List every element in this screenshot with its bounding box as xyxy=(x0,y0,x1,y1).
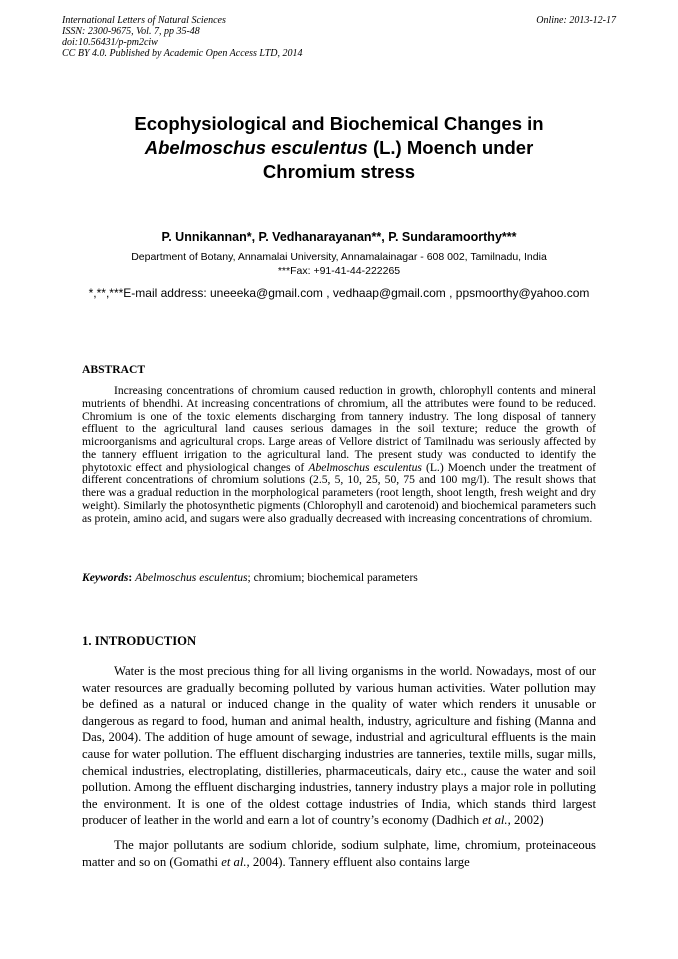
abstract-heading: ABSTRACT xyxy=(82,363,146,376)
title-line-2-rest: (L.) Moench under xyxy=(367,137,534,158)
introduction-paragraph-1 xyxy=(82,663,596,829)
keywords-rest: ; chromium; biochemical parameters xyxy=(247,571,418,584)
abstract-species: Abelmoschus esculentus xyxy=(308,460,422,474)
fax-line: ***Fax: +91-41-44-222265 xyxy=(277,265,401,277)
author-list: P. Unnikannan*, P. Vedhanarayanan**, P. Sundaramoorthy*** xyxy=(161,230,517,244)
title-line-1: Ecophysiological and Biochemical Changes in xyxy=(134,113,544,134)
keywords-line xyxy=(82,571,418,584)
title-line-3: Chromium stress xyxy=(262,161,416,182)
intro-p2-part-2: 2004). Tannery effluent also contains large xyxy=(249,854,470,869)
doi-line: doi:10.56431/p-pm2ciw xyxy=(62,37,158,48)
abstract-text-part-2: (L.) Moench under the treatment of different concentrations of chromium solutions (2.5, 5, 10, 25, 50, 75 and 100 mg/l). The result shows that there was a gradual reduction in the morphological parameters (root length, shoot length, fresh weight and dry weight). Similarly the photosynthetic pigments (Chlorophyll and carotenoid) and biochemical parameters such as protein, amino acid, and sugars were also gradually decreased with increasing concentrations of chromium. xyxy=(82,460,597,525)
intro-p1-part-1: Water is the most precious thing for all living organisms in the world. Nowadays, most of our water resources are gradually becoming polluted by various human activities. Water pollution may be defined as a natural or induced change in the quality of water which renders it unusable or dangerous as regard to food, human and animal health, industry, agriculture and fishing (Manna and Das, 2004). The addition of huge amount of sewage, industrial and agricultural effluents is the main cause for water pollution. The effluent discharging industries are tanneries, textile mills, sugar mills, chemical industries, electroplating, distilleries, pharmaceuticals, dairy etc., cause the water and soil pollution. Among the effluent discharging industries, tannery industry plays a major role in polluting the environment. It is one of the oldest cottage industries of India, which stands third largest producer of leather in the world and earn a lot of country’s economy (Dadhich xyxy=(82,664,596,828)
abstract-text-part-1: Increasing concentrations of chromium caused reduction in growth, chlorophyll contents and mineral mutrients of bhendhi. At increasing concentrations of chromium, all the attributes were found to be reduced. Chromium is one of the toxic elements discharging from tannery industry. The long disposal of tannery effluent to the agricultural land causes serious damages in the soil texture; reduce the growth of microorganisms and agricultural crops. Large areas of Vellore district of Tamilnadu was seriously affected by the tannery effluent irrigation to the agricultural land. The present study was conducted to identify the phytotoxic effect and physiological changes of xyxy=(82,384,596,474)
keywords-species: Abelmoschus esculentus xyxy=(135,571,248,584)
issn-line: ISSN: 2300-9675, Vol. 7, pp 35-48 xyxy=(62,26,200,37)
keywords-colon: : xyxy=(128,571,136,584)
license-line: CC BY 4.0. Published by Academic Open Access LTD, 2014 xyxy=(62,48,303,59)
intro-p2-part-1: The major pollutants are sodium chloride, sodium sulphate, lime, chromium, proteinaceous matter and so on (Gomathi xyxy=(82,838,596,869)
keywords-label: Keywords xyxy=(82,571,129,584)
introduction-heading: 1. INTRODUCTION xyxy=(82,634,197,648)
online-date: Online: 2013-12-17 xyxy=(536,15,616,26)
intro-p2-etal: et al., xyxy=(221,854,250,869)
abstract-text xyxy=(82,385,596,525)
intro-p1-part-2: 2002) xyxy=(510,813,544,828)
intro-p1-etal: et al., xyxy=(482,813,511,828)
title-line-2 xyxy=(60,136,618,160)
email-line: *,**,***E-mail address: uneeeka@gmail.com , vedhaap@gmail.com , ppsmoorthy@yahoo.com xyxy=(88,286,590,300)
paper-title xyxy=(60,112,618,184)
introduction-paragraph-2 xyxy=(82,837,596,870)
journal-name: International Letters of Natural Sciences xyxy=(62,15,226,26)
title-species: Abelmoschus esculentus xyxy=(144,137,368,158)
affiliation: Department of Botany, Annamalai University, Annamalainagar - 608 002, Tamilnadu, India xyxy=(131,251,547,263)
